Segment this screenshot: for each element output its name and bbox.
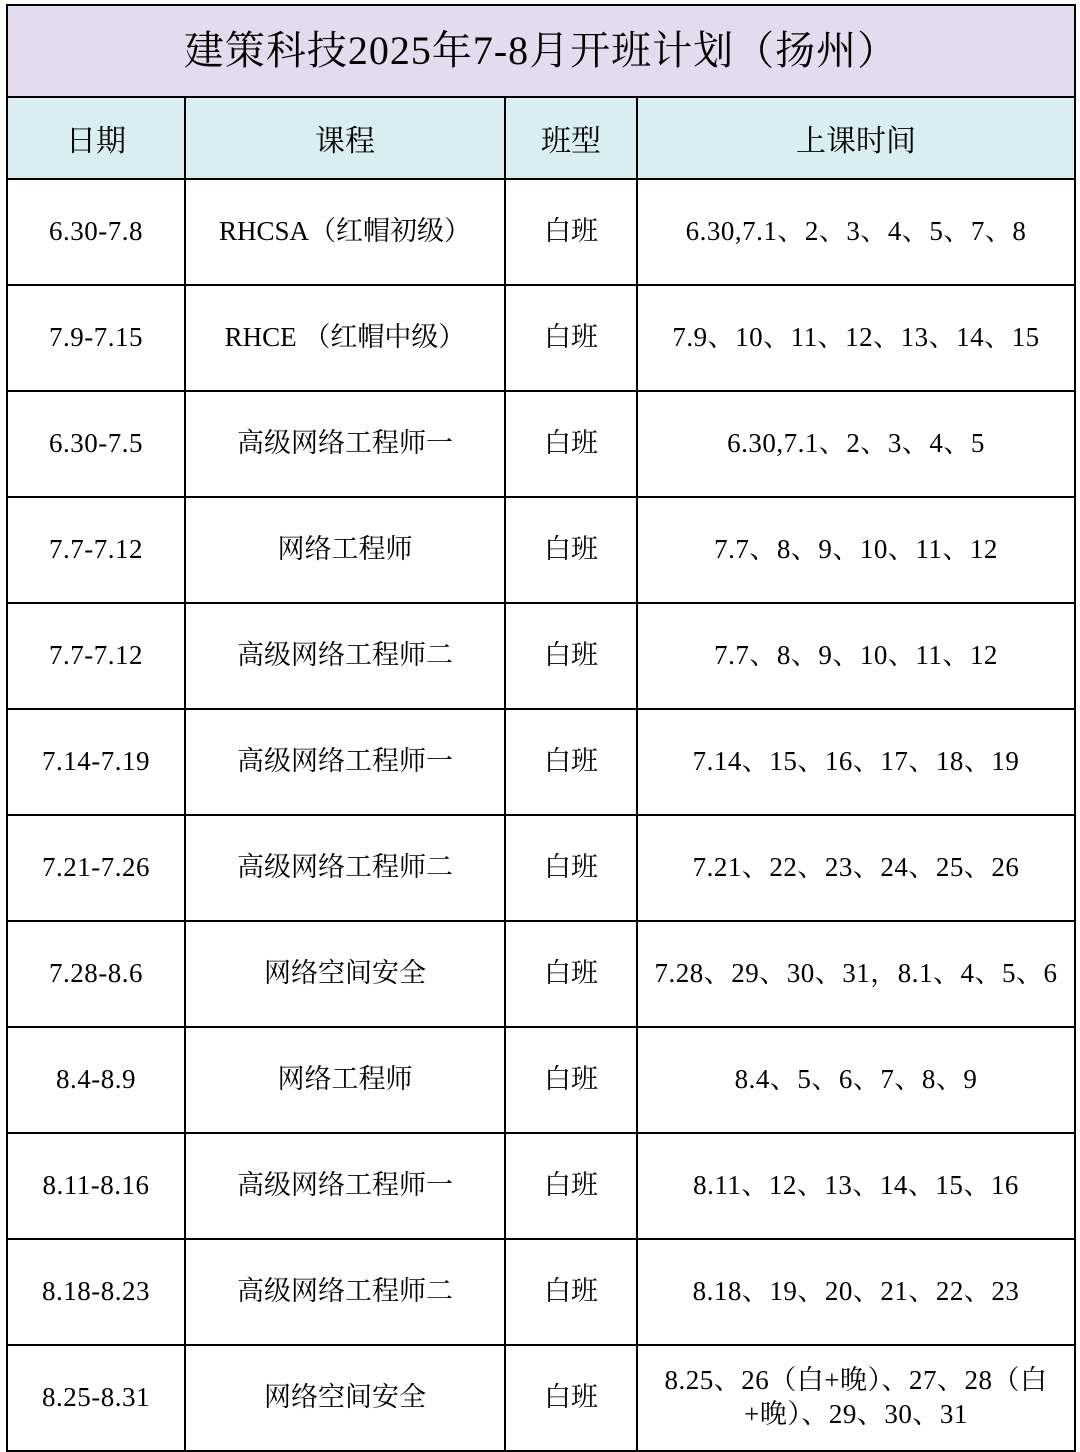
table-row	[7, 709, 1075, 815]
cell-type: 白班	[505, 1345, 637, 1451]
cell-type: 白班	[505, 1239, 637, 1345]
cell-date: 7.7-7.12	[7, 603, 185, 709]
cell-date: 7.21-7.26	[7, 815, 185, 921]
cell-course: 高级网络工程师二	[185, 603, 505, 709]
cell-time: 7.21、22、23、24、25、26	[637, 815, 1075, 921]
table-row	[7, 1239, 1075, 1345]
cell-date: 7.14-7.19	[7, 709, 185, 815]
table-row	[7, 285, 1075, 391]
table-row	[7, 1133, 1075, 1239]
table-row	[7, 1345, 1075, 1451]
table-row	[7, 921, 1075, 1027]
cell-time: 7.9、10、11、12、13、14、15	[637, 285, 1075, 391]
cell-date: 8.18-8.23	[7, 1239, 185, 1345]
header-row	[7, 97, 1075, 179]
cell-course: 高级网络工程师一	[185, 391, 505, 497]
column-header-date: 日期	[7, 97, 185, 179]
cell-type: 白班	[505, 391, 637, 497]
cell-time: 8.25、26（白+晚）、27、28（白+晚）、29、30、31	[637, 1345, 1075, 1451]
cell-type: 白班	[505, 603, 637, 709]
cell-course: 高级网络工程师一	[185, 1133, 505, 1239]
page-title: 建策科技2025年7-8月开班计划（扬州）	[7, 5, 1075, 97]
cell-time: 7.28、29、30、31，8.1、4、5、6	[637, 921, 1075, 1027]
table-row	[7, 815, 1075, 921]
cell-course: 高级网络工程师一	[185, 709, 505, 815]
cell-course: 高级网络工程师二	[185, 815, 505, 921]
table-row	[7, 603, 1075, 709]
cell-type: 白班	[505, 921, 637, 1027]
cell-time: 7.7、8、9、10、11、12	[637, 603, 1075, 709]
cell-date: 7.9-7.15	[7, 285, 185, 391]
cell-date: 8.4-8.9	[7, 1027, 185, 1133]
cell-date: 8.11-8.16	[7, 1133, 185, 1239]
cell-course: RHCE （红帽中级）	[185, 285, 505, 391]
cell-course: 网络空间安全	[185, 1345, 505, 1451]
cell-type: 白班	[505, 1027, 637, 1133]
cell-time: 6.30,7.1、2、3、4、5、7、8	[637, 179, 1075, 285]
cell-time: 7.7、8、9、10、11、12	[637, 497, 1075, 603]
cell-time: 6.30,7.1、2、3、4、5	[637, 391, 1075, 497]
class-schedule-table	[6, 4, 1076, 1452]
cell-type: 白班	[505, 815, 637, 921]
cell-type: 白班	[505, 497, 637, 603]
cell-date: 6.30-7.8	[7, 179, 185, 285]
title-row	[7, 5, 1075, 97]
table-row	[7, 497, 1075, 603]
cell-date: 6.30-7.5	[7, 391, 185, 497]
table-row	[7, 391, 1075, 497]
cell-type: 白班	[505, 709, 637, 815]
cell-time: 8.11、12、13、14、15、16	[637, 1133, 1075, 1239]
cell-course: 网络工程师	[185, 1027, 505, 1133]
cell-course: RHCSA（红帽初级）	[185, 179, 505, 285]
cell-course: 网络工程师	[185, 497, 505, 603]
cell-date: 7.28-8.6	[7, 921, 185, 1027]
cell-type: 白班	[505, 285, 637, 391]
cell-date: 7.7-7.12	[7, 497, 185, 603]
cell-time: 8.18、19、20、21、22、23	[637, 1239, 1075, 1345]
table-row	[7, 1027, 1075, 1133]
table-row	[7, 179, 1075, 285]
cell-type: 白班	[505, 179, 637, 285]
cell-date: 8.25-8.31	[7, 1345, 185, 1451]
column-header-time: 上课时间	[637, 97, 1075, 179]
cell-course: 网络空间安全	[185, 921, 505, 1027]
column-header-course: 课程	[185, 97, 505, 179]
cell-time: 8.4、5、6、7、8、9	[637, 1027, 1075, 1133]
cell-course: 高级网络工程师二	[185, 1239, 505, 1345]
cell-time: 7.14、15、16、17、18、19	[637, 709, 1075, 815]
column-header-type: 班型	[505, 97, 637, 179]
cell-type: 白班	[505, 1133, 637, 1239]
